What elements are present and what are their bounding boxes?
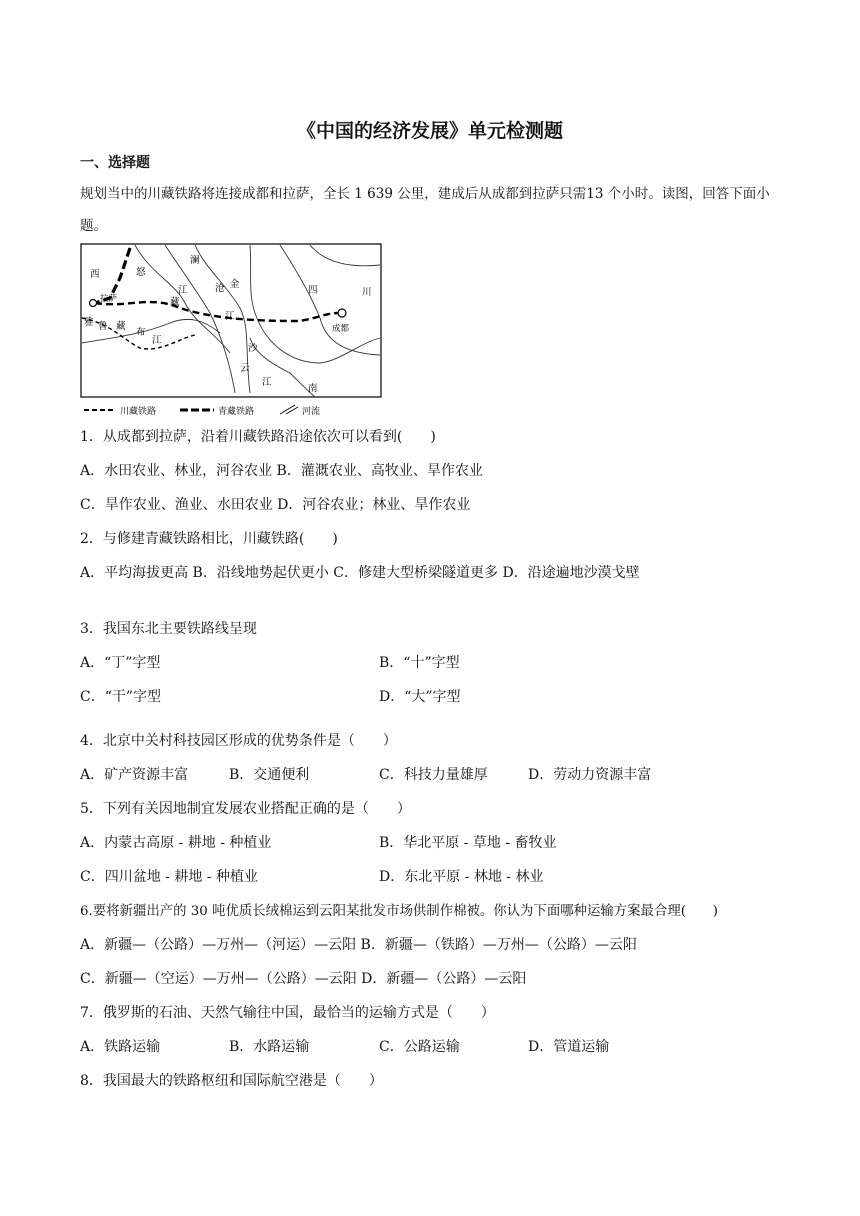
map-label: 江 <box>262 377 272 388</box>
map-label: 藏 <box>116 321 126 332</box>
legend-qingzang: 青藏铁路 <box>218 407 255 417</box>
question-7-option-d: D．管道运输 <box>528 1039 610 1055</box>
map-label: 川 <box>362 287 372 298</box>
question-5-option-a: A．内蒙古高原 - 耕地 - 种植业 <box>80 835 272 851</box>
railway-map <box>80 243 382 417</box>
map-label: 四 <box>308 285 318 296</box>
question-5-option-d: D．东北平原 - 林地 - 林业 <box>379 869 544 885</box>
map-label: 布 <box>136 327 146 338</box>
question-1-options-ab: A．水田农业、林业，河谷农业 B．灌溉农业、高牧业、旱作农业 <box>80 463 483 479</box>
map-label: 怒 <box>136 267 146 278</box>
question-8: 8．我国最大的铁路枢纽和国际航空港是（ ） <box>80 1073 383 1089</box>
question-3-option-c: C．“干”字型 <box>80 689 162 705</box>
map-label: 江 <box>225 311 235 322</box>
map-label: 拉萨 <box>100 294 118 304</box>
question-4-option-d: D．劳动力资源丰富 <box>528 767 652 783</box>
question-2-options: A．平均海拔更高 B．沿线地势起伏更小 C．修建大型桥梁隧道更多 D．沿途遍地沙漠戈壁 <box>80 565 640 581</box>
question-4-option-c: C．科技力量雄厚 <box>379 767 488 783</box>
question-1: 1．从成都到拉萨，沿着川藏铁路沿途依次可以看到( ) <box>80 429 436 445</box>
question-1-options-cd: C．旱作农业、渔业、水田农业 D．河谷农业；林业、旱作农业 <box>80 497 471 513</box>
lasa-marker <box>90 300 97 307</box>
question-5: 5．下列有关因地制宜发展农业搭配正确的是（ ） <box>80 801 411 817</box>
question-7-option-b: B．水路运输 <box>229 1039 310 1055</box>
map-label: 成都 <box>332 324 350 334</box>
section-heading: 一、选择题 <box>80 155 150 171</box>
question-3-option-a: A．“丁”字型 <box>80 655 161 671</box>
question-7-option-c: C．公路运输 <box>379 1039 460 1055</box>
map-label: 鲁 <box>98 321 108 332</box>
map-label: 西 <box>90 269 100 280</box>
map-label: 江 <box>152 335 162 346</box>
question-6-options-ab: A．新疆—（公路）—万州—（河运）—云阳 B．新疆—（铁路）—万州—（公路）—云阳 <box>80 937 637 953</box>
question-4-option-a: A．矿产资源丰富 <box>80 767 189 783</box>
question-4: 4．北京中关村科技园区形成的优势条件是（ ） <box>80 733 397 749</box>
question-6: 6.要将新疆出产的 30 吨优质长绒棉运到云阳某批发市场供制作棉被。你认为下面哪种运输方案最合理( ) <box>80 904 718 919</box>
map-label: 沙 <box>248 343 258 354</box>
question-2: 2．与修建青藏铁路相比，川藏铁路( ) <box>80 531 338 547</box>
page-title: 《中国的经济发展》单元检测题 <box>296 120 563 142</box>
question-7: 7．俄罗斯的石油、天然气输往中国，最恰当的运输方式是（ ） <box>80 1005 495 1021</box>
legend-river: 河流 <box>302 407 321 417</box>
question-7-option-a: A．铁路运输 <box>80 1039 161 1055</box>
map-label: 金 <box>230 279 240 290</box>
question-4-option-b: B．交通便利 <box>229 767 310 783</box>
map-label: 澜 <box>190 255 200 266</box>
legend-chuanzang: 川藏铁路 <box>120 407 157 417</box>
chengdu-marker <box>338 309 346 317</box>
intro-paragraph: 规划当中的川藏铁路将连接成都和拉萨，全长 1 639 公里，建成后从成都到拉萨只需13 个小时。读图，回答下面小题。 <box>80 186 770 234</box>
map-label: 雅 <box>84 317 94 328</box>
question-3: 3．我国东北主要铁路线呈现 <box>80 621 257 637</box>
question-3-option-d: D．“大”字型 <box>379 689 461 705</box>
map-label: 藏 <box>170 297 180 308</box>
map-label: 南 <box>308 383 318 394</box>
map-label: 江 <box>178 285 188 296</box>
question-6-options-cd: C．新疆—（空运）—万州—（公路）—云阳 D．新疆—（公路）—云阳 <box>80 971 527 987</box>
map-label: 云 <box>240 363 250 374</box>
map-legend <box>84 405 320 417</box>
question-3-option-b: B．“十”字型 <box>379 655 460 671</box>
question-5-option-c: C．四川盆地 - 耕地 - 种植业 <box>80 869 258 885</box>
map-label: 沧 <box>215 283 225 294</box>
question-5-option-b: B．华北平原 - 草地 - 畜牧业 <box>379 835 557 851</box>
